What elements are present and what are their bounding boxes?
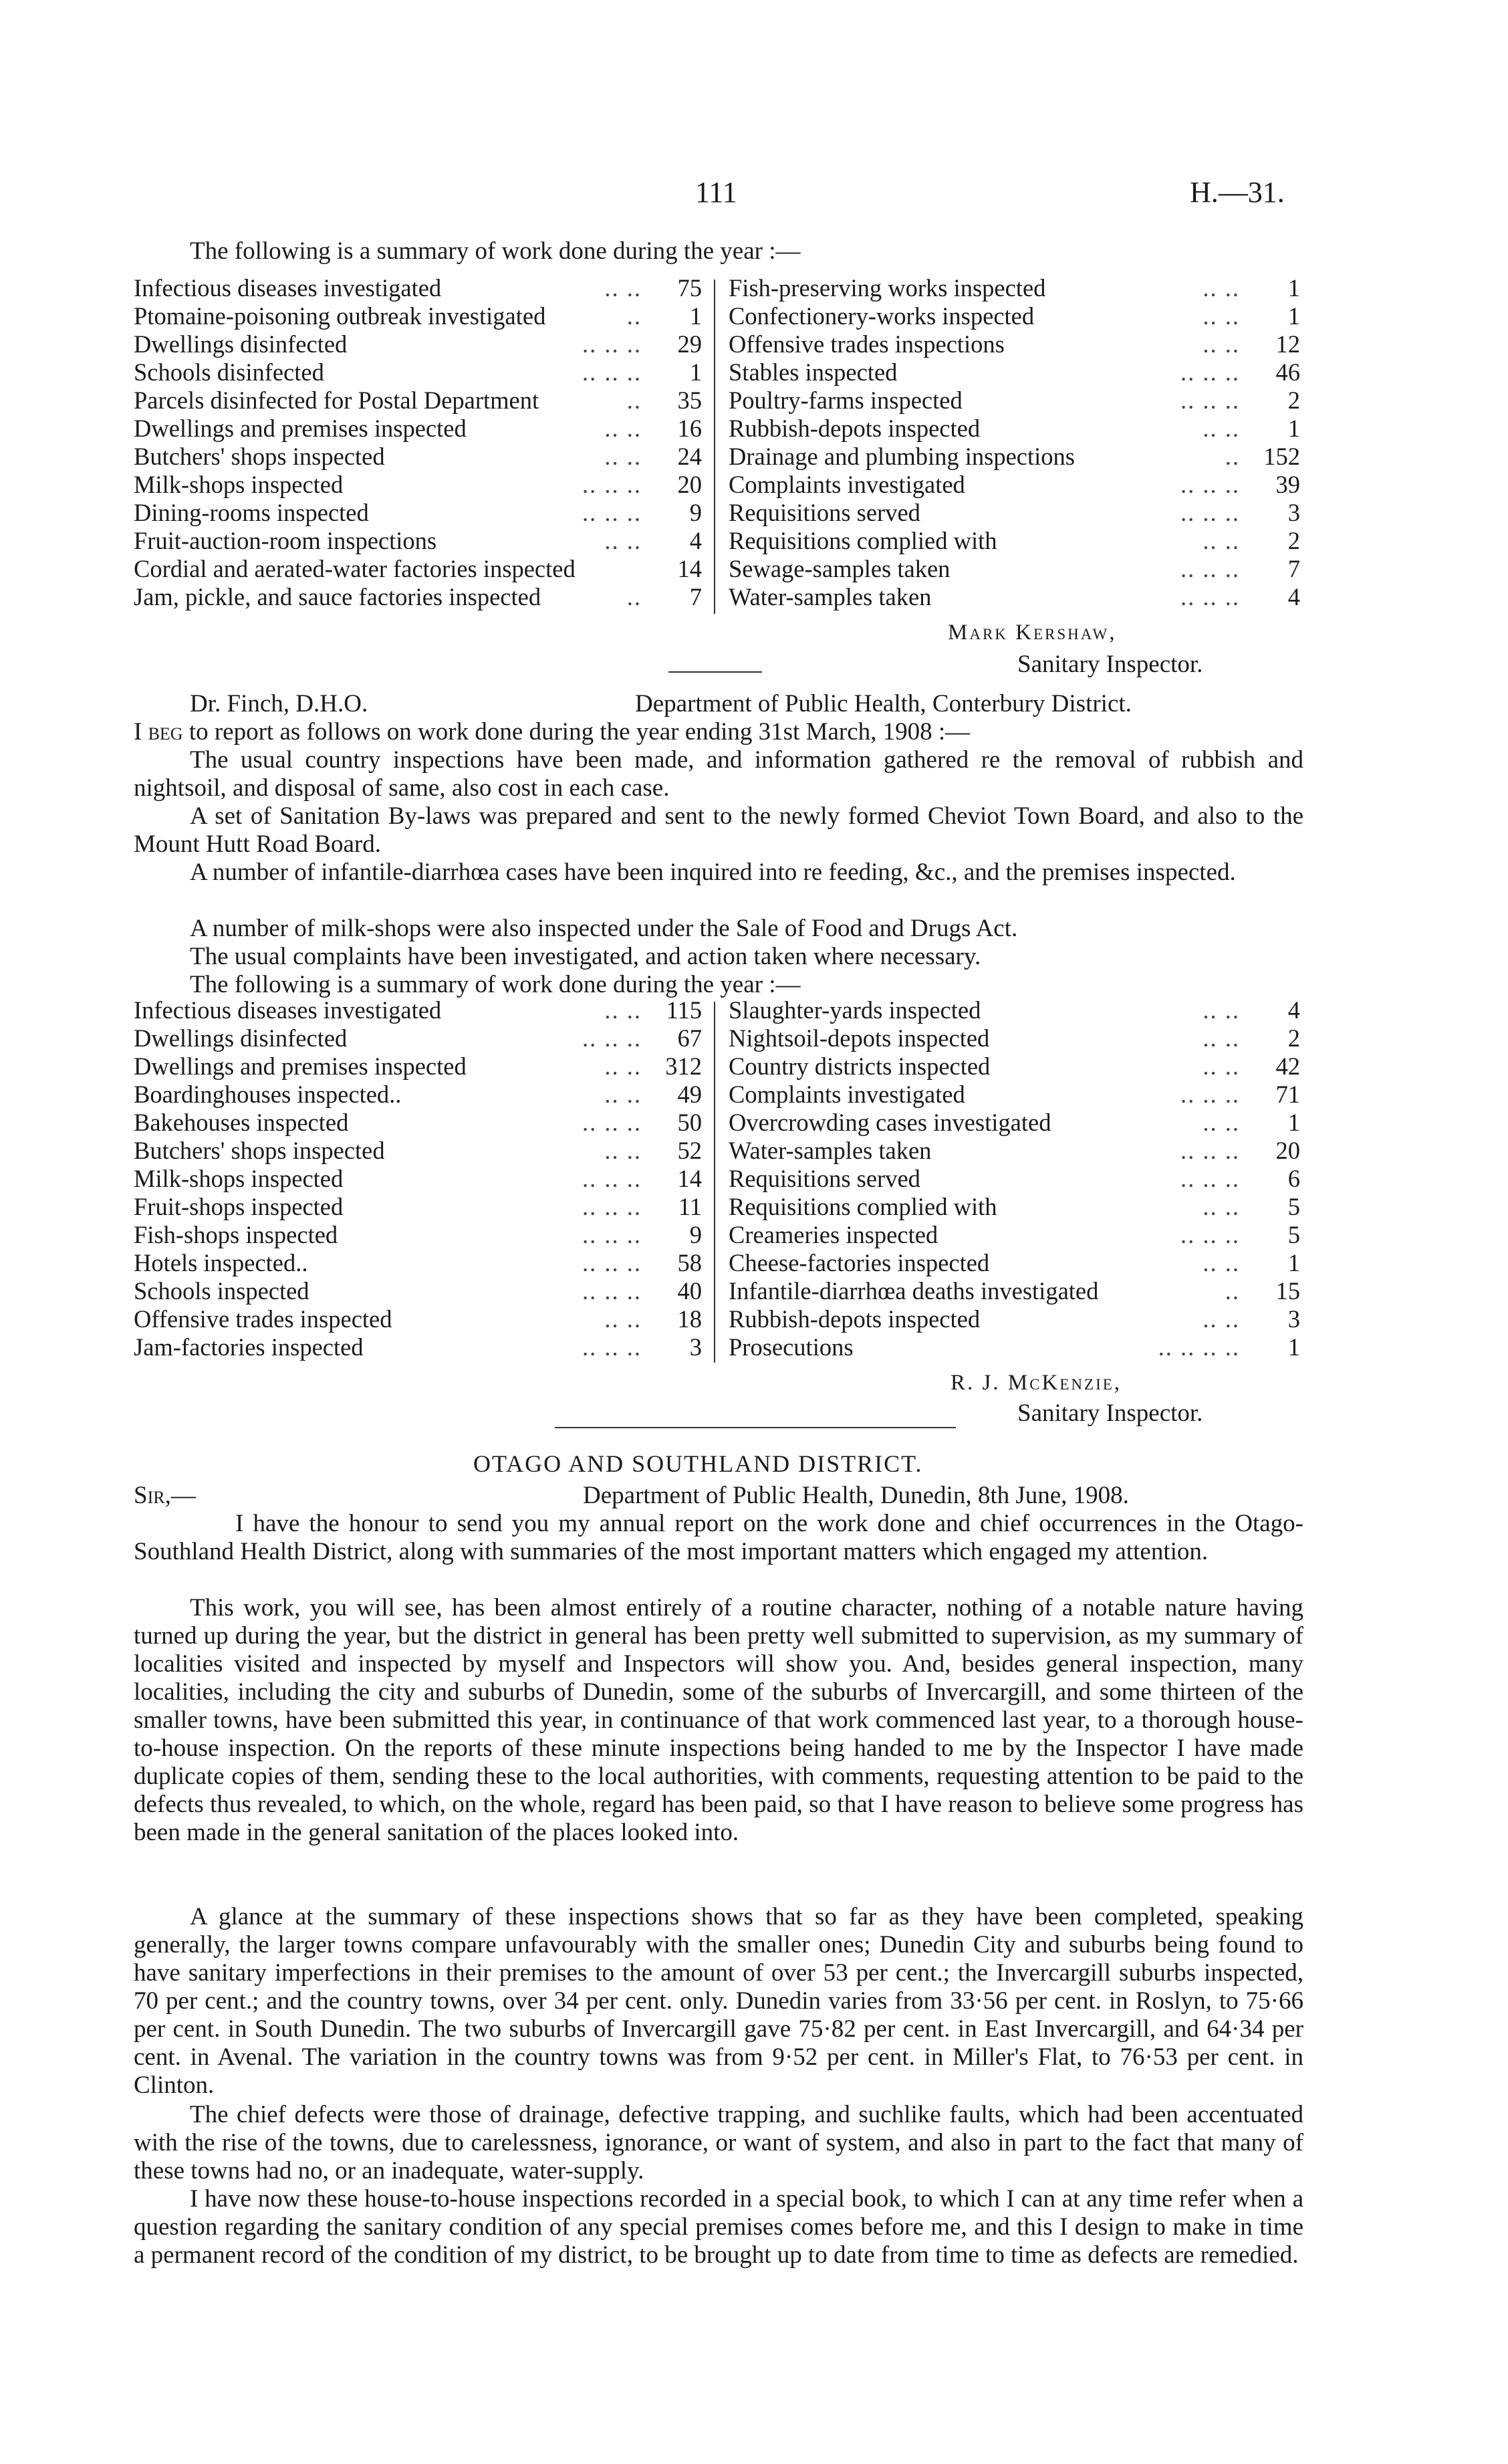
summary-value: 12 — [1275, 330, 1300, 358]
summary-row — [134, 1277, 709, 1305]
summary-table-2 — [134, 996, 1324, 1365]
summary-label: Nightsoil-depots inspected — [729, 1024, 990, 1052]
summary-row — [134, 1137, 709, 1165]
summary-label: Water-samples taken — [729, 1137, 932, 1164]
summary-row — [134, 1109, 709, 1137]
leader-dots: .. .. .. — [582, 1249, 642, 1276]
summary-value: 14 — [677, 1165, 702, 1192]
leader-dots: .. — [626, 386, 642, 414]
summary-label: Requisitions complied with — [729, 527, 997, 554]
summary-label: Bakehouses inspected — [134, 1109, 349, 1136]
summary-row — [134, 302, 709, 330]
summary-label: Offensive trades inspections — [729, 330, 1005, 358]
summary-row — [729, 1024, 1317, 1052]
summary-row — [134, 499, 709, 527]
summary-row — [729, 330, 1317, 358]
summary-value: 3 — [1287, 1305, 1300, 1333]
summary-label: Dwellings and premises inspected — [134, 415, 467, 442]
section-divider — [668, 671, 762, 673]
summary-row — [729, 1081, 1317, 1109]
summary-row — [134, 527, 709, 555]
column-divider — [714, 1002, 715, 1363]
summary-value: 2 — [1287, 1024, 1300, 1052]
leader-dots: .. .. .. — [1180, 1137, 1240, 1164]
leader-dots: .. .. — [604, 527, 642, 554]
leader-dots: .. .. .. .. — [1158, 1333, 1240, 1361]
page-reference: H.—31. — [1190, 176, 1285, 209]
paragraph: A glance at the summary of these inspections shows that so far as they have been completed, speaking generally, the larger towns compare unfavourably with the smaller ones; Dunedin City and suburbs being found to have sanitary imperfections in their premises to the amount of over 53 per cent.; the Invercargill suburbs inspected, 70 per cent.; and the country towns, over 34 per cent. only. Dunedin varies from 33·56 per cent. in Roslyn, to 75·66 per cent. in South Dunedin. The two suburbs of Invercargill gave 75·82 per cent. in East Invercargill, and 64·34 per cent. in Avenal. The variation in the country towns was from 9·52 per cent. in Miller's Flat, to 76·53 per cent. in Clinton. — [134, 1903, 1303, 2099]
leader-dots: .. .. — [604, 1081, 642, 1108]
leader-dots: .. .. — [1203, 1109, 1240, 1136]
leader-dots: .. .. — [604, 1305, 642, 1333]
summary-row — [134, 1081, 709, 1109]
leader-dots: .. — [1225, 1277, 1240, 1305]
summary-label: Slaughter-yards inspected — [729, 996, 981, 1024]
summary-value: 14 — [677, 555, 702, 582]
summary-row — [134, 274, 709, 302]
summary-value: 115 — [666, 996, 702, 1024]
summary-value: 35 — [677, 386, 702, 414]
addressee: Dr. Finch, D.H.O. — [190, 690, 368, 717]
summary-value: 20 — [677, 471, 702, 498]
summary-value: 4 — [1287, 996, 1300, 1024]
summary-value: 67 — [677, 1024, 702, 1052]
summary-value: 58 — [677, 1249, 702, 1276]
summary-row — [134, 1333, 709, 1361]
summary-value: 1 — [689, 302, 702, 330]
leader-dots: .. .. .. — [1180, 358, 1240, 386]
opening-beg: I beg — [134, 718, 183, 746]
summary-value: 3 — [689, 1333, 702, 1361]
leader-dots: .. .. — [1203, 996, 1240, 1024]
summary-label: Poultry-farms inspected — [729, 386, 963, 414]
summary-value: 16 — [677, 415, 702, 442]
summary-value: 40 — [677, 1277, 702, 1305]
summary-row — [134, 386, 709, 415]
summary-label: Rubbish-depots inspected — [729, 1305, 981, 1333]
salutation: Sir,— — [134, 1482, 196, 1509]
summary-value: 11 — [678, 1193, 702, 1220]
summary-value: 4 — [1287, 583, 1300, 610]
summary-value: 1 — [1287, 1333, 1300, 1361]
summary-label: Jam, pickle, and sauce factories inspected — [134, 583, 541, 610]
summary-label: Schools inspected — [134, 1277, 309, 1305]
summary-value: 52 — [677, 1137, 702, 1164]
summary-value: 46 — [1275, 358, 1300, 386]
summary-intro-1: The following is a summary of work done during the year :— — [190, 237, 801, 265]
summary-row — [729, 583, 1317, 611]
summary-row — [134, 471, 709, 499]
summary-row — [134, 996, 709, 1024]
leader-dots: .. .. .. — [582, 1333, 642, 1361]
leader-dots: .. .. — [1203, 274, 1240, 302]
leader-dots: .. .. — [1203, 1193, 1240, 1220]
summary-row — [729, 996, 1317, 1024]
summary-label: Cheese-factories inspected — [729, 1249, 990, 1276]
summary-row — [729, 555, 1317, 583]
summary-value: 20 — [1275, 1137, 1300, 1164]
summary-label: Butchers' shops inspected — [134, 1137, 385, 1164]
summary-label: Fish-shops inspected — [134, 1221, 338, 1248]
summary-label: Fruit-auction-room inspections — [134, 527, 437, 554]
summary-label: Complaints investigated — [729, 1081, 965, 1108]
summary-value: 29 — [677, 330, 702, 358]
summary-row — [729, 1109, 1317, 1137]
summary-label: Requisitions served — [729, 499, 920, 526]
leader-dots: .. .. — [604, 1052, 642, 1080]
leader-dots: .. .. .. — [582, 1277, 642, 1305]
summary-label: Butchers' shops inspected — [134, 443, 385, 470]
summary-row — [729, 527, 1317, 555]
summary-value: 1 — [1287, 302, 1300, 330]
summary-label: Fish-preserving works inspected — [729, 274, 1046, 302]
leader-dots: .. .. — [604, 1137, 642, 1164]
summary-value: 1 — [1287, 274, 1300, 302]
summary-row — [729, 1277, 1317, 1305]
column-divider — [714, 279, 715, 614]
summary-label: Creameries inspected — [729, 1221, 938, 1248]
summary-label: Requisitions served — [729, 1165, 920, 1192]
leader-dots: .. .. .. — [582, 1109, 642, 1136]
summary-row — [729, 443, 1317, 471]
summary-row — [729, 499, 1317, 527]
leader-dots: .. .. .. — [582, 1193, 642, 1220]
paragraph: A number of milk-shops were also inspected under the Sale of Food and Drugs Act. — [190, 915, 1018, 942]
summary-value: 9 — [689, 1221, 702, 1248]
summary-label: Country districts inspected — [729, 1052, 991, 1080]
summary-label: Overcrowding cases investigated — [729, 1109, 1051, 1136]
leader-dots: .. .. .. — [1180, 1221, 1240, 1248]
summary-row — [134, 1165, 709, 1193]
leader-dots: .. .. — [1203, 527, 1240, 554]
signature-name-1: Mark Kershaw, — [948, 621, 1117, 645]
leader-dots: .. .. — [604, 443, 642, 470]
section-divider — [555, 1427, 956, 1428]
leader-dots: .. .. — [604, 274, 642, 302]
paragraph: This work, you will see, has been almost entirely of a routine character, nothing of a notable nature having turned up during the year, but the district in general has been pretty well submitted to supervision, as my summary of localities visited and inspected by myself and Inspectors will show you. And, besides general inspection, many localities, including the city and suburbs of Dunedin, some of the suburbs of Invercargill, and some thirteen of the smaller towns, have been submitted this year, in continuance of that work commenced last year, to a thorough house-to-house inspection. On the reports of these minute inspections being handed to me by the Inspector I have made duplicate copies of them, sending these to the local authorities, with comments, requesting attention to be paid to the defects thus revealed, to which, on the whole, regard has been paid, so that I have reason to believe some progress has been made in the general sanitation of the places looked into. — [134, 1594, 1303, 1846]
leader-dots: .. .. .. — [1180, 1081, 1240, 1108]
opening-line — [134, 718, 970, 746]
leader-dots: .. .. — [1203, 1024, 1240, 1052]
summary-value: 18 — [677, 1305, 702, 1333]
leader-dots: .. .. .. — [1180, 555, 1240, 582]
summary-value: 5 — [1287, 1221, 1300, 1248]
summary-label: Confectionery-works inspected — [729, 302, 1035, 330]
summary-label: Boardinghouses inspected.. — [134, 1081, 402, 1108]
summary-row — [134, 415, 709, 443]
summary-row — [134, 358, 709, 386]
leader-dots: .. .. .. — [582, 471, 642, 498]
summary-label: Jam-factories inspected — [134, 1333, 364, 1361]
summary-row — [729, 386, 1317, 415]
summary-value: 3 — [1287, 499, 1300, 526]
leader-dots: .. .. .. — [1180, 499, 1240, 526]
paragraph: A number of infantile-diarrhœa cases have been inquired into re feeding, &c., and the premises inspected. — [190, 859, 1236, 886]
leader-dots: .. — [626, 302, 642, 330]
summary-label: Milk-shops inspected — [134, 471, 344, 498]
summary-value: 152 — [1263, 443, 1300, 470]
summary-label: Sewage-samples taken — [729, 555, 951, 582]
summary-value: 50 — [677, 1109, 702, 1136]
paragraph: The chief defects were those of drainage, defective trapping, and suchlike faults, which had been accentuated with the rise of the towns, due to carelessness, ignorance, or want of system, and also in part to the fact that many of these towns had no, or an inadequate, water-supply. — [134, 2101, 1303, 2185]
summary-value: 2 — [1287, 386, 1300, 414]
leader-dots: .. .. .. — [582, 358, 642, 386]
page-number: 111 — [695, 176, 737, 209]
summary-value: 312 — [665, 1052, 702, 1080]
leader-dots: .. — [1225, 443, 1240, 470]
summary-table-1 — [134, 274, 1324, 615]
summary-value: 1 — [1287, 1109, 1300, 1136]
summary-row — [729, 1305, 1317, 1333]
summary-row — [729, 471, 1317, 499]
summary-value: 24 — [677, 443, 702, 470]
summary-row — [729, 1137, 1317, 1165]
summary-label: Water-samples taken — [729, 583, 932, 610]
summary-value: 4 — [689, 527, 702, 554]
summary-label: Dwellings disinfected — [134, 1024, 348, 1052]
summary-label: Offensive trades inspected — [134, 1305, 392, 1333]
summary-label: Parcels disinfected for Postal Department — [134, 386, 539, 414]
summary-label: Complaints investigated — [729, 471, 965, 498]
summary-row — [729, 415, 1317, 443]
summary-label: Infectious diseases investigated — [134, 274, 442, 302]
summary-label: Milk-shops inspected — [134, 1165, 344, 1192]
summary-row — [134, 1249, 709, 1277]
summary-value: 39 — [1275, 471, 1300, 498]
leader-dots: .. .. — [1203, 415, 1240, 442]
summary-row — [729, 274, 1317, 302]
summary-row — [134, 1221, 709, 1249]
summary-row — [729, 1193, 1317, 1221]
leader-dots: .. .. .. — [582, 499, 642, 526]
summary-label: Hotels inspected.. — [134, 1249, 308, 1276]
section-heading: OTAGO AND SOUTHLAND DISTRICT. — [473, 1450, 923, 1477]
signature-name-2: R. J. McKenzie, — [951, 1371, 1122, 1395]
paragraph: The usual complaints have been investigated, and action taken where necessary. — [190, 943, 981, 970]
summary-label: Cordial and aerated-water factories inspected — [134, 555, 576, 582]
summary-label: Drainage and plumbing inspections — [729, 443, 1075, 470]
summary-value: 49 — [677, 1081, 702, 1108]
summary-label: Prosecutions — [729, 1333, 854, 1361]
leader-dots: .. .. .. — [1180, 583, 1240, 610]
summary-label: Fruit-shops inspected — [134, 1193, 344, 1220]
summary-label: Ptomaine-poisoning outbreak investigated — [134, 302, 546, 330]
summary-value: 7 — [1287, 555, 1300, 582]
summary-value: 7 — [689, 583, 702, 610]
summary-row — [134, 555, 709, 583]
leader-dots: .. .. .. — [582, 1024, 642, 1052]
leader-dots: .. .. — [1203, 1052, 1240, 1080]
leader-dots: .. .. .. — [1180, 386, 1240, 414]
summary-intro-2: The following is a summary of work done during the year :— — [190, 971, 801, 998]
summary-label: Requisitions complied with — [729, 1193, 997, 1220]
leader-dots: .. .. — [1203, 302, 1240, 330]
department-line: Department of Public Health, Conterbury District. — [635, 690, 1132, 717]
summary-value: 42 — [1275, 1052, 1300, 1080]
summary-value: 71 — [1275, 1081, 1300, 1108]
summary-row — [729, 302, 1317, 330]
summary-value: 9 — [689, 499, 702, 526]
summary-value: 2 — [1287, 527, 1300, 554]
leader-dots: .. .. .. — [582, 1165, 642, 1192]
paragraph: I have now these house-to-house inspections recorded in a special book, to which I can at any time refer when a question regarding the sanitary condition of any special premises comes before me, and this I design to make in time a permanent record of the condition of my district, to be brought up to date from time to time as defects are remedied. — [134, 2185, 1303, 2269]
summary-label: Rubbish-depots inspected — [729, 415, 981, 442]
summary-label: Infectious diseases investigated — [134, 996, 442, 1024]
summary-value: 1 — [1287, 415, 1300, 442]
summary-label: Stables inspected — [729, 358, 898, 386]
summary-row — [729, 1165, 1317, 1193]
leader-dots: .. .. .. — [1180, 471, 1240, 498]
summary-row — [134, 583, 709, 611]
paragraph: I have the honour to send you my annual report on the work done and chief occurrences in the Otago-Southland Health District, along with summaries of the most important matters which engaged my attention. — [134, 1510, 1303, 1565]
summary-row — [134, 1193, 709, 1221]
paragraph: The usual country inspections have been made, and information gathered re the removal of rubbish and nightsoil, and disposal of same, also cost in each case. — [134, 746, 1303, 802]
summary-value: 75 — [677, 274, 702, 302]
summary-row — [134, 1305, 709, 1333]
summary-value: 5 — [1287, 1193, 1300, 1220]
dateline: Department of Public Health, Dunedin, 8th June, 1908. — [583, 1482, 1129, 1509]
paragraph: A set of Sanitation By-laws was prepared and sent to the newly formed Cheviot Town Board, and also to the Mount Hutt Road Board. — [134, 802, 1303, 858]
summary-row — [729, 1333, 1317, 1361]
leader-dots: .. .. .. — [582, 1221, 642, 1248]
signature-title-1: Sanitary Inspector. — [1017, 651, 1203, 678]
summary-row — [729, 1249, 1317, 1277]
summary-value: 6 — [1287, 1165, 1300, 1192]
leader-dots: .. — [626, 583, 642, 610]
summary-value: 15 — [1275, 1277, 1300, 1305]
summary-row — [729, 1052, 1317, 1081]
summary-label: Schools disinfected — [134, 358, 324, 386]
summary-value: 1 — [1287, 1249, 1300, 1276]
summary-value: 1 — [689, 358, 702, 386]
summary-row — [134, 330, 709, 358]
summary-label: Dwellings disinfected — [134, 330, 348, 358]
summary-row — [134, 1052, 709, 1081]
opening-rest: to report as follows on work done during the year ending 31st March, 1908 :— — [182, 718, 971, 746]
summary-row — [134, 443, 709, 471]
leader-dots: .. .. — [1203, 330, 1240, 358]
leader-dots: .. .. — [604, 996, 642, 1024]
summary-label: Dwellings and premises inspected — [134, 1052, 467, 1080]
summary-label: Dining-rooms inspected — [134, 499, 369, 526]
summary-row — [729, 358, 1317, 386]
leader-dots: .. .. — [1203, 1249, 1240, 1276]
signature-title-2: Sanitary Inspector. — [1017, 1399, 1203, 1427]
leader-dots: .. .. — [604, 415, 642, 442]
summary-row — [729, 1221, 1317, 1249]
leader-dots: .. .. .. — [582, 330, 642, 358]
summary-row — [134, 1024, 709, 1052]
leader-dots: .. .. .. — [1180, 1165, 1240, 1192]
leader-dots: .. .. — [1203, 1305, 1240, 1333]
summary-label: Infantile-diarrhœa deaths investigated — [729, 1277, 1099, 1305]
